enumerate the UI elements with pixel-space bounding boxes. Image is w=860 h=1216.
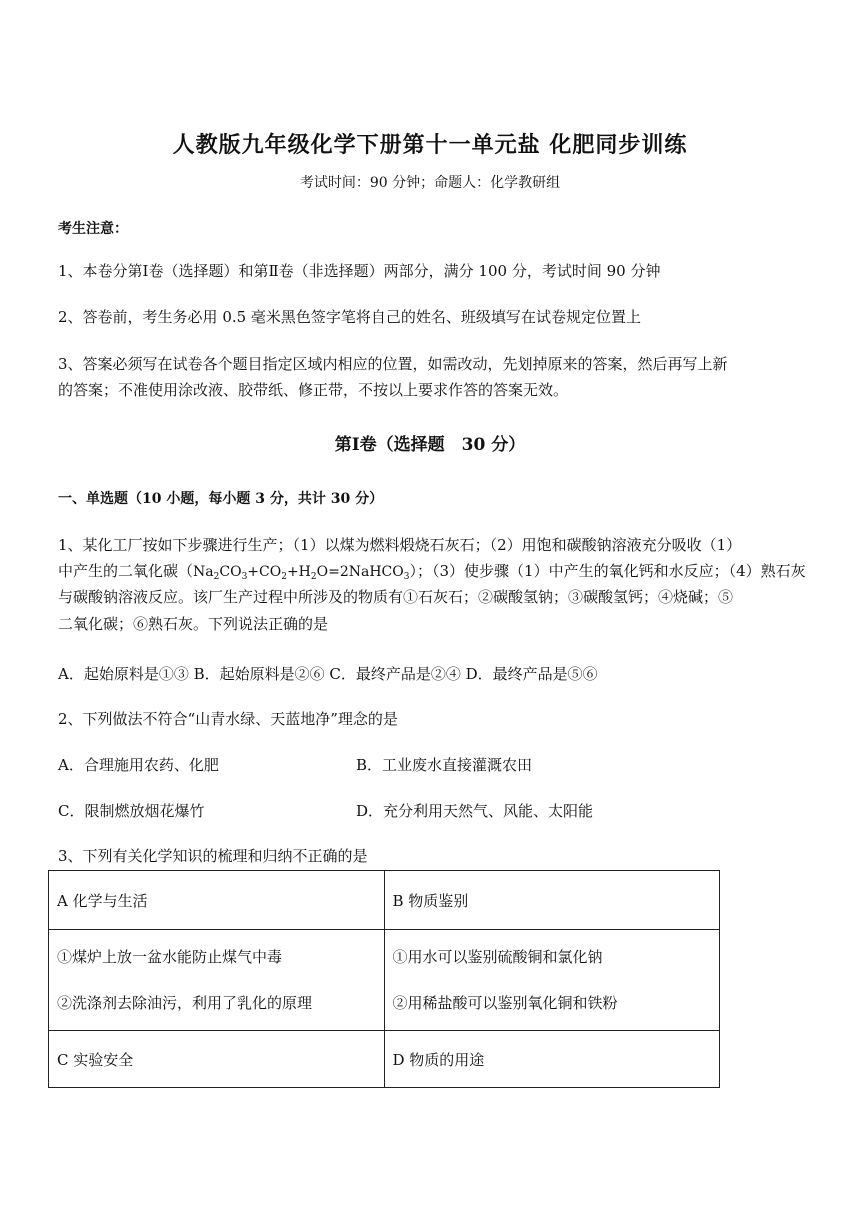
cell-c-title: C 实验安全 — [49, 1031, 385, 1088]
cell-a-title: A 化学与生活 — [49, 871, 385, 930]
table-row — [49, 871, 720, 930]
q2-stem: 2、下列做法不符合“山青水绿、天蓝地净”理念的是 — [58, 710, 398, 728]
q2-option-c: C．限制燃放烟花爆竹 — [58, 802, 205, 820]
q1-line-2-pre: 中产生的二氧化碳（ — [58, 562, 194, 580]
page-title: 人教版九年级化学下册第十一单元盐 化肥同步训练 — [172, 132, 688, 158]
q3-stem: 3、下列有关化学知识的梳理和归纳不正确的是 — [58, 847, 368, 865]
cell-b-item-1: ①用水可以鉴别硫酸铜和氯化钠 — [392, 948, 603, 966]
exam-info: 考试时间：90 分钟；命题人：化学教研组 — [299, 175, 561, 191]
cell-b-title: B 物质鉴别 — [384, 871, 720, 930]
q2-option-a: A．合理施用农药、化肥 — [58, 756, 219, 774]
cell-a-item-2: ②洗涤剂去除油污，利用了乳化的原理 — [57, 994, 313, 1012]
q1-line-2-post: ）；（3）使步骤（1）中产生的氧化钙和水反应；（4）熟石灰 — [409, 562, 806, 580]
q1-line-2 — [58, 558, 808, 585]
notice-item-3: 3、答案必须写在试卷各个题目指定区域内相应的位置，如需改动，先划掉原来的答案，然后再写上新 — [58, 355, 728, 373]
q1-line-4: 二氧化碳；⑥熟石灰。下列说法正确的是 — [58, 615, 329, 633]
cell-b-item-2: ②用稀盐酸可以鉴别氧化铜和铁粉 — [392, 994, 618, 1012]
cell-a-item-1: ①煤炉上放一盆水能防止煤气中毒 — [57, 948, 283, 966]
notice-heading: 考生注意： — [58, 221, 128, 237]
table-row — [49, 1031, 720, 1088]
section-title: 第Ⅰ卷（选择题 30 分） — [334, 435, 526, 455]
part-heading: 一、单选题（10 小题，每小题 3 分，共计 30 分） — [58, 491, 384, 507]
table-row — [49, 930, 720, 1031]
q1-line-3: 与碳酸钠溶液反应。该厂生产过程中所涉及的物质有①石灰石；②碳酸氢钠；③碳酸氢钙；④烧碱；⑤ — [58, 588, 734, 606]
q1-options: A．起始原料是①③ B．起始原料是②⑥ C．最终产品是②④ D．最终产品是⑤⑥ — [58, 665, 598, 683]
q1-line-1: 1、某化工厂按如下步骤进行生产；（1）以煤为燃料煅烧石灰石；（2）用饱和碳酸钠溶液充分吸收（1） — [58, 536, 742, 554]
q1-equation: $Na_2CO_3+CO_2+H_2O=2NaHCO_3$ — [193, 564, 410, 582]
q2-option-d: D．充分利用天然气、风能、太阳能 — [356, 802, 594, 820]
notice-item-1: 1、本卷分第Ⅰ卷（选择题）和第Ⅱ卷（非选择题）两部分，满分 100 分，考试时间 90 分钟 — [58, 262, 661, 280]
cell-d-title: D 物质的用途 — [384, 1031, 720, 1088]
cell-b-items — [384, 930, 720, 1031]
notice-item-3-cont: 的答案；不准使用涂改液、胶带纸、修正带，不按以上要求作答的答案无效。 — [58, 381, 569, 399]
cell-a-items — [49, 930, 385, 1031]
q3-knowledge-table — [48, 870, 720, 1088]
q2-option-b: B．工业废水直接灌溉农田 — [356, 756, 533, 774]
notice-item-2: 2、答卷前，考生务必用 0.5 毫米黑色签字笔将自己的姓名、班级填写在试卷规定位置上 — [58, 308, 641, 326]
